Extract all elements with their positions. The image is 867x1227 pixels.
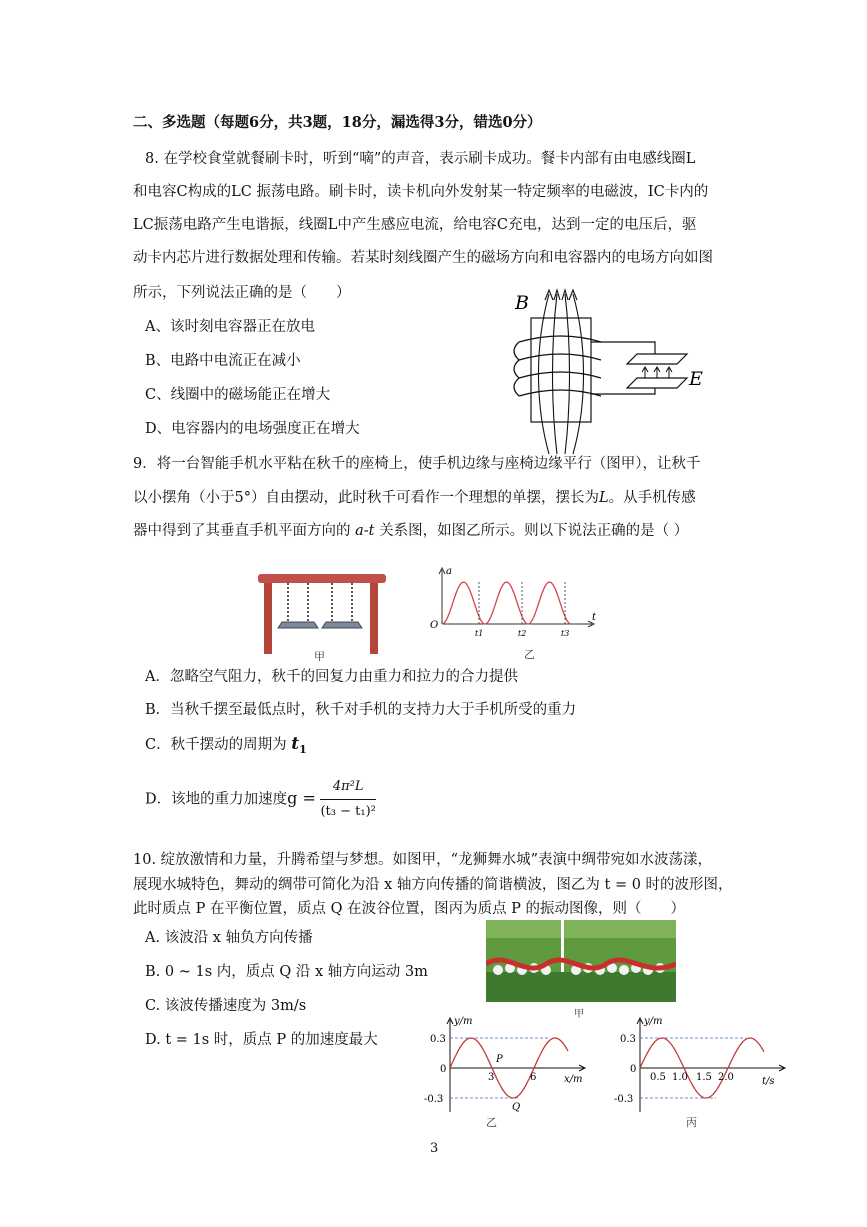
q10-line-1: 10. 绽放激情和力量，升腾希望与梦想。如图甲，“龙狮舞水城”表演中绸带宛如水波荡漾， [133, 852, 712, 868]
at-graph-t3-label: t3 [561, 629, 570, 638]
q9-option-d-g: g = [287, 788, 316, 808]
q10-option-d: D. t = 1s 时，质点 P 的加速度最大 [145, 1032, 378, 1048]
q8-option-a: A、该时刻电容器正在放电 [145, 319, 315, 335]
q9-option-d [145, 776, 376, 823]
q9-line-3-b: 关系图，如图乙所示。则以下说法正确的是（ ） [379, 523, 689, 539]
q10-option-c: C. 该波传播速度为 3m/s [145, 998, 307, 1014]
at-graph-a-label: a [446, 566, 452, 577]
yi-P-label: P [496, 1054, 503, 1065]
fig-yi-label: 乙 [524, 648, 535, 661]
bing-tick-x-0: 0.5 [650, 1072, 666, 1083]
bing-tick-x-3: 2.0 [718, 1072, 734, 1083]
q9-option-a: A．忽略空气阻力，秋千的回复力由重力和拉力的合力提供 [145, 669, 518, 685]
label-E: E [689, 368, 703, 390]
q9-line-1: 9．将一台智能手机水平粘在秋千的座椅上，使手机边缘与座椅边缘平行（图甲），让秋千 [133, 456, 701, 472]
q8-line-2: 和电容C构成的LC 振荡电路。刷卡时，读卡机向外发射某一特定频率的电磁波，IC卡内的 [133, 184, 709, 200]
fig10-jia-label: 甲 [574, 1009, 584, 1020]
yi-ylabel: y/m [454, 1016, 473, 1027]
q10-option-a: A. 该波沿 x 轴负方向传播 [145, 930, 313, 946]
q9-line-2-b: 。从手机传感 [608, 490, 696, 506]
q8-line-3: LC振荡电路产生电谐振，线圈L中产生感应电流，给电容C充电，达到一定的电压后，驱 [133, 217, 697, 233]
fig-jia-label: 甲 [314, 650, 325, 663]
dragon-dance-photo [486, 920, 676, 1020]
bing-tick-x-2: 1.5 [696, 1072, 712, 1083]
wave-graph-yi [420, 1012, 590, 1130]
q9-line-3 [133, 522, 688, 540]
formula-denominator: (t₃ − t₁)² [320, 804, 376, 819]
q10-option-b: B. 0 ~ 1s 内，质点 Q 沿 x 轴方向运动 3m [145, 964, 428, 980]
gravity-formula [320, 776, 375, 823]
yi-Q-label: Q [512, 1102, 521, 1113]
q10-line-2: 展现水城特色，舞动的绸带可简化为沿 x 轴方向传播的简谐横波，图乙为 t = 0 时的波形图， [133, 877, 733, 893]
bing-tick-y-2: -0.3 [614, 1094, 634, 1105]
q8-line-4: 动卡内芯片进行数据处理和传输。若某时刻线圈产生的磁场方向和电容器内的电场方向如图 [133, 250, 713, 266]
yi-tick-x-1: 6 [530, 1072, 537, 1083]
page-number: 3 [430, 1141, 439, 1156]
q8-option-d: D、电容器内的电场强度正在增大 [145, 421, 360, 437]
yi-tick-y-2: -0.3 [424, 1094, 444, 1105]
q9-line-2-a: 以小摆角（小于5°）自由摆动，此时秋千可看作一个理想的单摆，摆长为 [133, 490, 599, 506]
vibration-graph-bing [612, 1012, 792, 1130]
bing-ylabel: y/m [644, 1016, 663, 1027]
swing-figure [258, 566, 390, 664]
q9-line-3-a: 器中得到了其垂直手机平面方向的 [133, 523, 351, 539]
q9-line-2-L: L [598, 490, 609, 506]
bing-tick-y-0: 0.3 [620, 1034, 636, 1045]
bing-tick-x-1: 1.0 [672, 1072, 688, 1083]
at-graph-O-label: O [430, 620, 439, 631]
q9-option-c-text: C．秋千摆动的周期为 [145, 737, 287, 753]
q8-option-c: C、线圈中的磁场能正在增大 [145, 387, 331, 403]
lc-circuit-figure [505, 284, 715, 456]
formula-numerator: 4π²L [320, 776, 375, 800]
q9-line-3-at: a-t [355, 523, 375, 539]
q8-line-1: 8. 在学校食堂就餐刷卡时，听到“嘀”的声音，表示刷卡成功。餐卡内部有由电感线圈L [145, 151, 696, 167]
q8-option-b: B、电路中电流正在减小 [145, 353, 301, 369]
at-graph-t2-label: t2 [518, 629, 527, 638]
fig10-bing-label: 丙 [686, 1116, 697, 1129]
at-graph [420, 560, 600, 664]
label-B: B [515, 292, 529, 314]
at-graph-t-label: t [592, 612, 597, 623]
q9-option-c-sub: 1 [299, 742, 307, 756]
yi-tick-x-0: 3 [488, 1072, 495, 1083]
q8-line-5: 所示，下列说法正确的是（ ） [133, 285, 351, 301]
bing-tick-y-1: 0 [630, 1064, 637, 1075]
q9-option-b: B．当秋千摆至最低点时，秋千对手机的支持力大于手机所受的重力 [145, 702, 577, 718]
bing-xlabel: t/s [762, 1076, 775, 1087]
yi-tick-y-0: 0.3 [430, 1034, 446, 1045]
at-curve [442, 582, 570, 624]
q9-option-c-t: t [291, 734, 300, 754]
q9-option-c [145, 735, 307, 759]
q10-line-3: 此时质点 P 在平衡位置，质点 Q 在波谷位置，图丙为质点 P 的振动图像，则（ ） [133, 901, 686, 917]
section-title: 二、多选题（每题6分，共3题，18分，漏选得3分，错选0分） [133, 114, 542, 131]
q9-line-2 [133, 489, 696, 507]
yi-xlabel: x/m [564, 1074, 583, 1085]
yi-tick-y-1: 0 [440, 1064, 447, 1075]
at-graph-t1-label: t1 [475, 629, 484, 638]
fig10-yi-label: 乙 [486, 1116, 497, 1129]
q9-option-d-text: D．该地的重力加速度 [145, 791, 288, 808]
